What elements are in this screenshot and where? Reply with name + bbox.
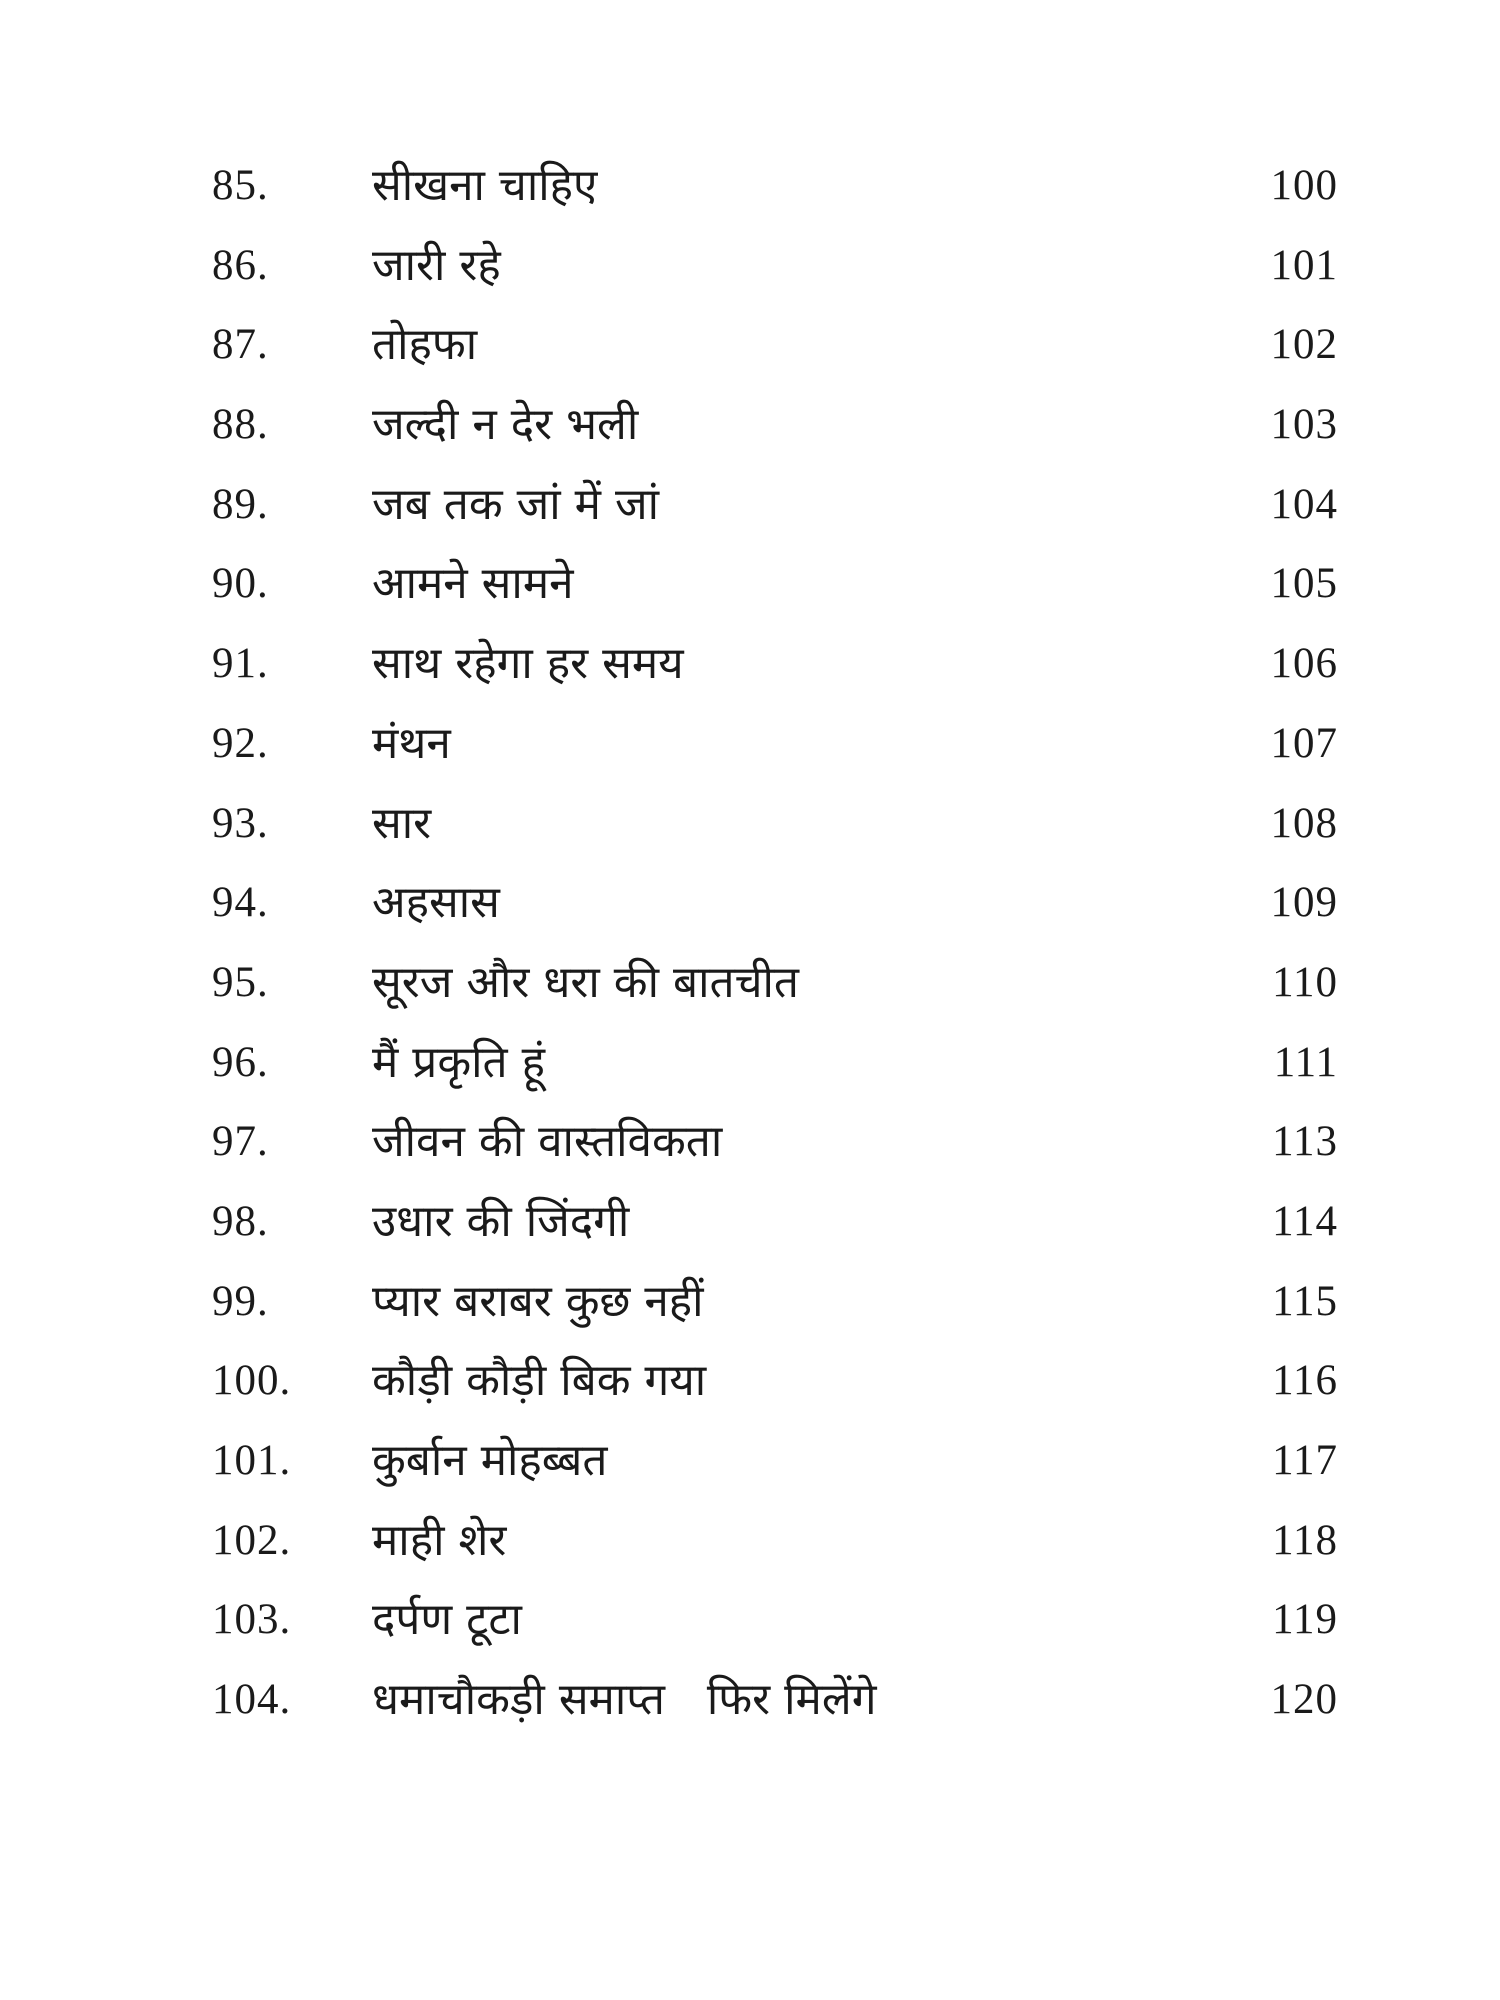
entry-number: 101. — [212, 1437, 292, 1484]
entry-number: 103. — [212, 1596, 292, 1644]
entry-title: सीखना चाहिए — [372, 160, 598, 211]
toc-entry — [0, 226, 1500, 306]
entry-title: कौड़ी कौड़ी बिक गया — [372, 1355, 707, 1407]
entry-title: दर्पण टूटा — [372, 1594, 522, 1646]
entry-title: जल्दी न देर भली — [372, 399, 639, 451]
entry-title: प्यार बराबर कुछ नहीं — [372, 1275, 704, 1327]
entry-number: 94. — [212, 879, 269, 927]
entry-page-number: 108 — [1270, 799, 1338, 847]
entry-number: 98. — [212, 1197, 269, 1245]
entry-title: मैं प्रकृति हूं — [372, 1036, 545, 1088]
entry-title: सूरज और धरा की बातचीत — [372, 956, 799, 1008]
entry-page-number: 105 — [1270, 560, 1338, 608]
entry-page-number: 109 — [1270, 879, 1338, 927]
toc-entry — [0, 784, 1500, 864]
entry-number: 92. — [212, 719, 269, 767]
entry-page-number: 113 — [1272, 1118, 1338, 1166]
entry-title: सार — [372, 797, 432, 849]
entry-title: तोहफा — [372, 319, 478, 371]
entry-page-number: 117 — [1272, 1437, 1338, 1484]
entry-page-number: 104 — [1270, 480, 1338, 528]
entry-page-number: 100 — [1270, 162, 1338, 209]
entry-number: 88. — [212, 401, 269, 449]
entry-page-number: 102 — [1270, 321, 1338, 369]
table-of-contents — [0, 146, 1500, 1740]
entry-title: अहसास — [372, 877, 500, 929]
toc-entry — [0, 305, 1500, 385]
toc-entry — [0, 1580, 1500, 1660]
toc-entry — [0, 1262, 1500, 1342]
entry-page-number: 111 — [1273, 1038, 1338, 1086]
entry-title: आमने सामने — [372, 558, 574, 610]
toc-entry — [0, 1421, 1500, 1501]
entry-number: 93. — [212, 799, 269, 847]
toc-entry — [0, 1341, 1500, 1421]
entry-number: 104. — [212, 1676, 292, 1724]
entry-number: 90. — [212, 560, 269, 608]
entry-title: मंथन — [372, 717, 451, 769]
entry-page-number: 106 — [1270, 640, 1338, 688]
entry-page-number: 110 — [1272, 958, 1338, 1006]
entry-page-number: 119 — [1272, 1596, 1338, 1644]
entry-number: 91. — [212, 640, 269, 688]
entry-number: 96. — [212, 1038, 269, 1086]
toc-entry — [0, 544, 1500, 624]
toc-entry — [0, 1501, 1500, 1581]
entry-number: 87. — [212, 321, 269, 369]
entry-title: कुर्बान मोहब्बत — [372, 1435, 608, 1486]
entry-page-number: 116 — [1272, 1357, 1338, 1405]
toc-entry — [0, 1182, 1500, 1262]
entry-number: 100. — [212, 1357, 292, 1405]
entry-page-number: 120 — [1270, 1676, 1338, 1724]
entry-page-number: 114 — [1272, 1197, 1338, 1245]
entry-title: साथ रहेगा हर समय — [372, 638, 684, 690]
toc-entry — [0, 624, 1500, 704]
entry-number: 95. — [212, 958, 269, 1006]
entry-number: 97. — [212, 1118, 269, 1166]
entry-title: जीवन की वास्तविकता — [372, 1116, 723, 1168]
entry-page-number: 115 — [1272, 1277, 1338, 1325]
entry-page-number: 107 — [1270, 719, 1338, 767]
entry-title: जब तक जां में जां — [372, 478, 659, 530]
toc-entry — [0, 385, 1500, 465]
entry-number: 102. — [212, 1516, 292, 1564]
entry-page-number: 103 — [1270, 401, 1338, 449]
toc-entry — [0, 863, 1500, 943]
toc-entry — [0, 1102, 1500, 1182]
entry-title: धमाचौकड़ी समाप्त फिर मिलेंगे — [372, 1674, 877, 1726]
toc-entry — [0, 943, 1500, 1023]
entry-number: 85. — [212, 162, 269, 209]
entry-number: 86. — [212, 241, 269, 289]
toc-entry — [0, 146, 1500, 226]
entry-title: माही शेर — [372, 1514, 507, 1566]
entry-title: उधार की जिंदगी — [372, 1195, 630, 1247]
entry-title: जारी रहे — [372, 239, 501, 291]
entry-page-number: 101 — [1270, 241, 1338, 289]
toc-entry — [0, 1660, 1500, 1740]
toc-entry — [0, 1023, 1500, 1103]
entry-page-number: 118 — [1272, 1516, 1338, 1564]
toc-entry — [0, 704, 1500, 784]
entry-number: 99. — [212, 1277, 269, 1325]
entry-number: 89. — [212, 480, 269, 528]
toc-entry — [0, 465, 1500, 545]
